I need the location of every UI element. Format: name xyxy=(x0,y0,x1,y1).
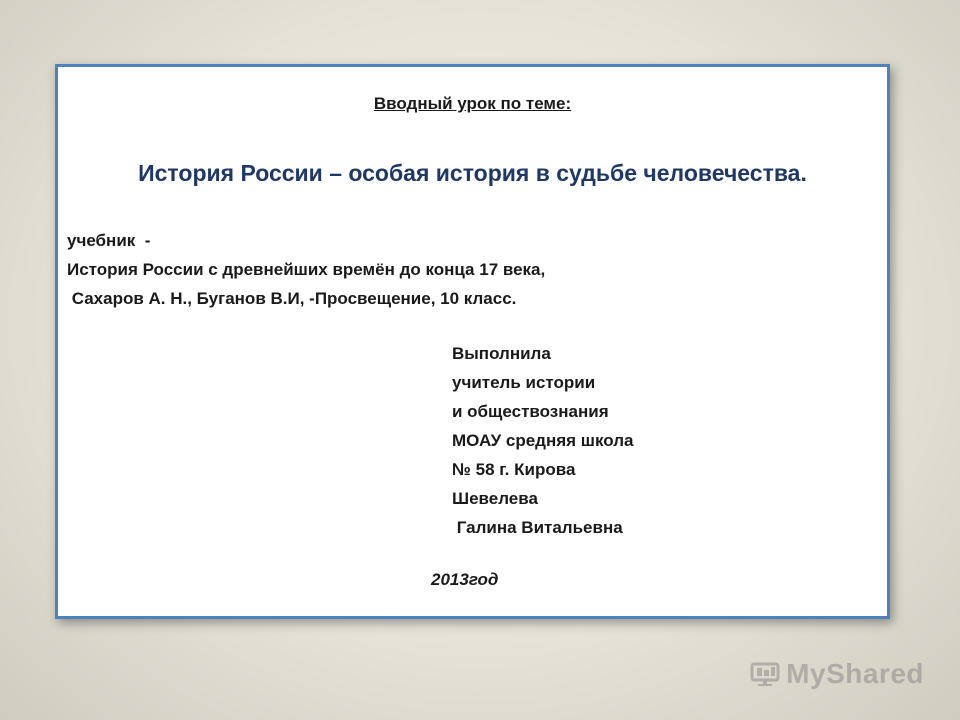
author-line: учитель истории xyxy=(452,373,596,392)
slide-title: История России – особая история в судьбе человечества. xyxy=(138,160,807,186)
author-info xyxy=(452,339,633,542)
year-label: 2013год xyxy=(431,570,499,589)
textbook-line: учебник - xyxy=(67,231,151,250)
author-line: Выполнила xyxy=(452,344,551,363)
textbook-line: Сахаров А. Н., Буганов В.И, -Просвещение, 10 класс. xyxy=(67,289,517,308)
textbook-info xyxy=(67,226,545,313)
author-line: МОАУ средняя школа xyxy=(452,431,634,450)
author-line: № 58 г. Кирова xyxy=(452,460,576,479)
slide-content-box xyxy=(55,64,890,619)
intro-heading: Вводный урок по теме: xyxy=(373,94,572,113)
watermark-text: MyShared xyxy=(786,658,924,689)
author-line: Шевелева xyxy=(452,489,538,508)
author-line: Галина Витальевна xyxy=(452,518,623,537)
author-line: и обществознания xyxy=(452,402,609,421)
presentation-screen-icon xyxy=(750,661,780,687)
textbook-line: История России с древнейших времён до конца 17 века, xyxy=(67,260,546,279)
myshared-watermark xyxy=(750,658,924,690)
